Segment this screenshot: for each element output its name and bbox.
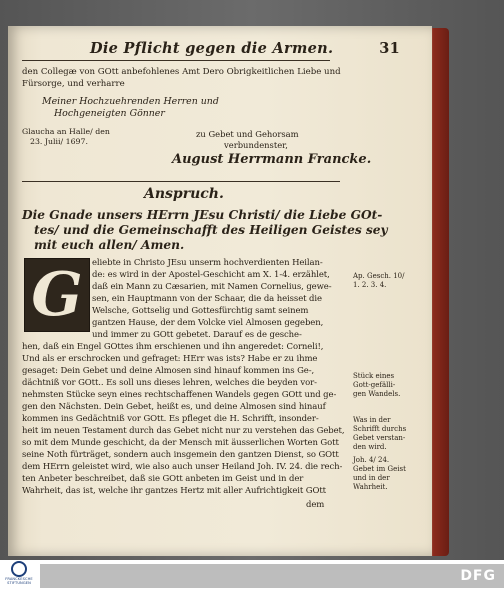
- body-line: gantzen Hause, der dem Volcke viel Almosen gegeben,: [92, 318, 324, 328]
- body-line: kommen ins Gedächtniß vor GOtt. Es pfleget die H. Schrifft, insonder-: [22, 414, 319, 424]
- body-line: so mit dem Munde geschicht, da der Mensch mit äusserlichen Worten Gott: [22, 438, 339, 448]
- top-line: den Collegæ von GOtt anbefohlenes Amt Dero Obrigkeitlichen Liebe und: [22, 67, 341, 77]
- body-line: dächtniß vor GOtt.. Es soll uns dieses lehren, welches die beyden vor-: [22, 378, 317, 388]
- franckesche-stiftungen-logo[interactable]: FRANCKESCHE STIFTUNGEN: [4, 561, 34, 591]
- body-line: nehmsten Stücke seyn eines rechtschaffenen Wandels gegen GOtt und ge-: [22, 390, 337, 400]
- catchword: dem: [306, 500, 325, 510]
- section-heading: Anspruch.: [144, 186, 224, 202]
- body-line: Wahrheit, das ist, welche ihr gantzes Hertz mit aller Aufrichtigkeit GOtt: [22, 486, 326, 496]
- body-line: dem HErrn geleistet wird, wie also auch unser Heiland Joh. IV. 24. die rech-: [22, 462, 343, 472]
- signature: August Herrmann Francke.: [172, 152, 372, 167]
- body-line: daß ein Mann zu Cæsarien, mit Namen Cornelius, gewe-: [92, 282, 332, 292]
- drop-cap: G: [24, 258, 90, 332]
- motto-line: mit euch allen/ Amen.: [34, 238, 185, 252]
- book-page: [8, 26, 432, 556]
- closing-line: zu Gebet und Gehorsam: [196, 129, 299, 139]
- footer-bar: [0, 560, 504, 592]
- body-line: gesaget: Dein Gebet und deine Almosen sind hinauf kommen ins Ge-,: [22, 366, 315, 376]
- top-line: Fürsorge, und verharre: [22, 79, 125, 89]
- running-title: Die Pflicht gegen die Armen.: [90, 40, 334, 57]
- margin-note: Was in der Schrifft durchs Gebet verstan- den wird.: [353, 416, 407, 451]
- motto-line: tes/ und die Gemeinschafft des Heiligen Geistes sey: [34, 223, 388, 237]
- place-line: Glaucha an Halle/ den: [22, 127, 110, 136]
- margin-note: Joh. 4/ 24. Gebet im Geist und in der Wahrheit.: [353, 456, 406, 491]
- running-head: [90, 40, 400, 60]
- dfg-logo[interactable]: DFG: [460, 568, 496, 584]
- section-rule: [22, 181, 340, 182]
- body-line: Welsche, Gottselig und Gottesfürchtig samt seinem: [92, 306, 309, 316]
- body-line: eliebte in Christo JEsu unserm hochverdienten Heilan-: [92, 258, 323, 268]
- body-line: de: es wird in der Apostel-Geschicht am X. 1-4. erzählet,: [92, 270, 330, 280]
- body-line: heit im neuen Testament durch das Gebet nicht nur zu verstehen das Gebet,: [22, 426, 345, 436]
- closing-line: verbundenster,: [224, 140, 288, 150]
- margin-note: Stück eines Gott-gefälli- gen Wandels.: [353, 372, 401, 398]
- body-line: sen, ein Hauptmann von der Schaar, die da heisset die: [92, 294, 322, 304]
- page-number: 31: [379, 40, 400, 57]
- salutation-line: Meiner Hochzuehrenden Herren und: [42, 96, 219, 107]
- margin-note: Ap. Gesch. 10/ 1. 2. 3. 4.: [353, 272, 405, 289]
- body-line: Und als er erschrocken und gefraget: HErr was ists? Habe er zu ihme: [22, 354, 318, 364]
- body-line: ten Anbeter beschreibet, daß sie GOtt anbeten im Geist und in der: [22, 474, 304, 484]
- body-line: gen den Nächsten. Dein Gebet, heißt es, und deine Almosen sind hinauf: [22, 402, 326, 412]
- motto-line: Die Gnade unsers HErrn JEsu Christi/ die Liebe GOt-: [22, 208, 383, 222]
- body-line: seine Noth fürträget, sondern auch insgemein den gantzen Dienst, so GOtt: [22, 450, 339, 460]
- footer-band: [40, 564, 504, 588]
- body-line: und immer zu GOtt gebetet. Darauf es de gesche-: [92, 330, 302, 340]
- body-line: hen, daß ein Engel GOttes ihm erschienen und ihn angeredet: Corneli!,: [22, 342, 324, 352]
- seal-icon: [11, 561, 27, 577]
- date-line: 23. Julii/ 1697.: [30, 137, 88, 146]
- head-rule: [22, 60, 330, 61]
- salutation-line: Hochgeneigten Gönner: [54, 108, 165, 119]
